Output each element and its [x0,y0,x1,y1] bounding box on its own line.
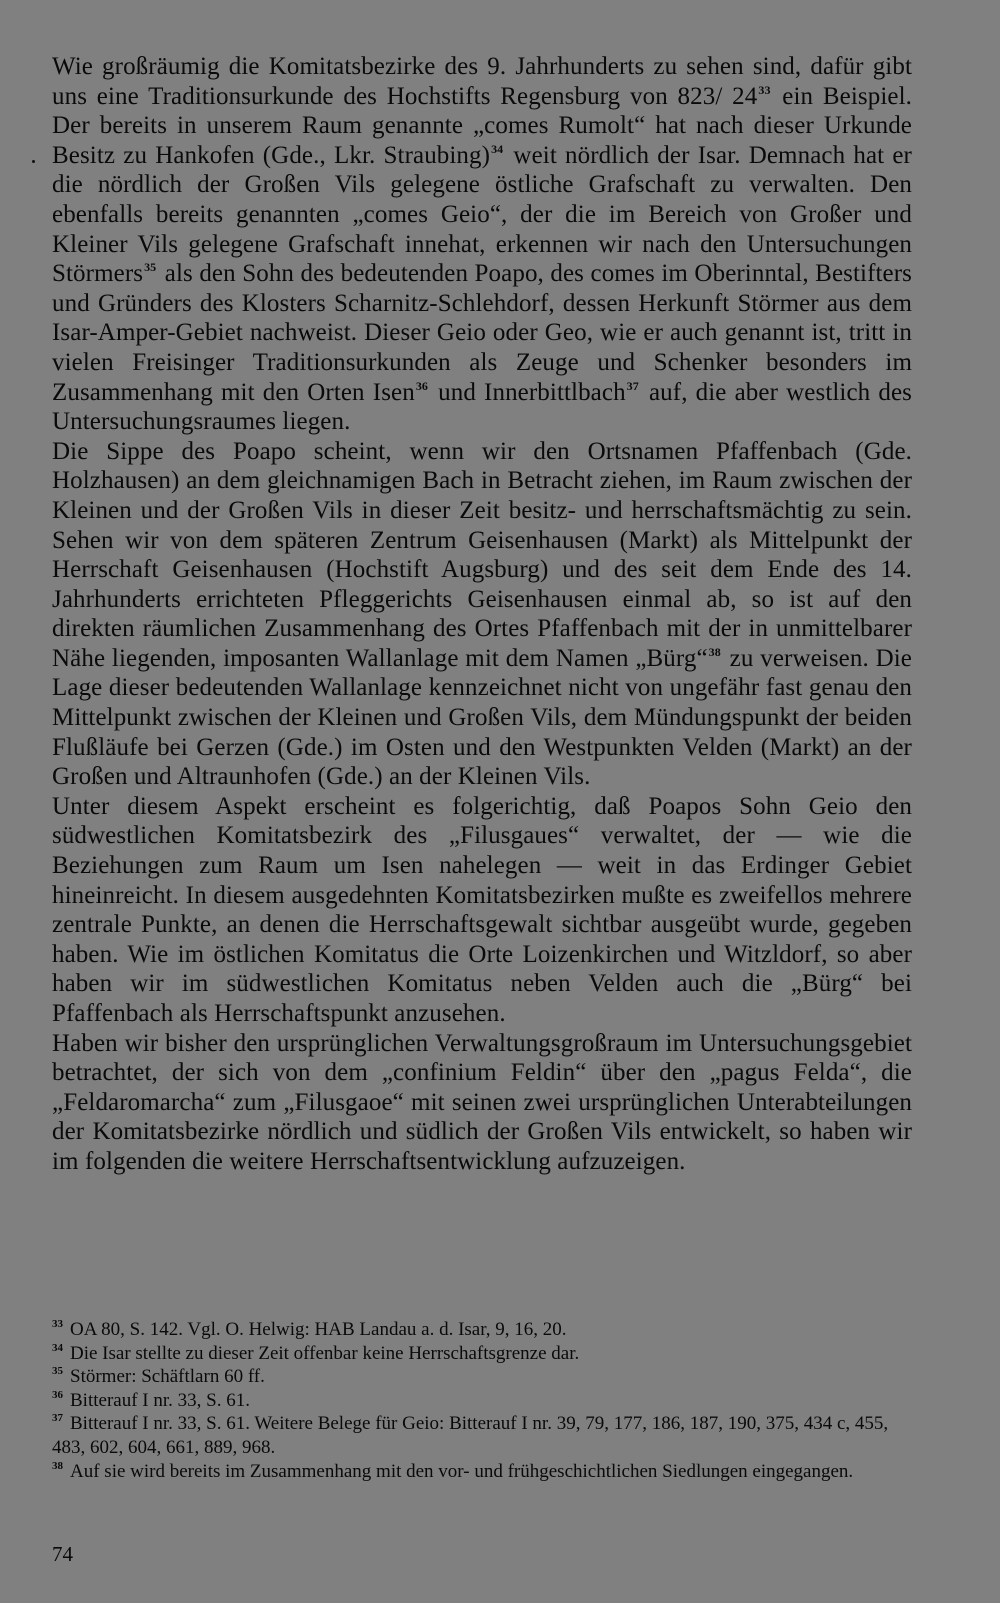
footnote-number: 34 [52,1341,63,1354]
footnote-number: 36 [52,1388,63,1401]
footnote-reference: 37 [626,378,639,393]
footnote-number: 35 [52,1365,63,1378]
footnote [52,1342,912,1366]
paragraph [52,792,912,1029]
text-run: Unter diesem Aspekt erscheint es folgerichtig, daß Poapos Sohn Geio den südwestlichen Komitatsbezirk des „Filusgaues“ verwaltet, der — wie die Beziehungen zum Raum um Isen nahelegen — weit in das Erdinger Gebiet hineinreicht. In diesem ausgedehnten Komitatsbezirken mußte es zweifellos mehrere zentrale Punkte, an denen die Herrschaftsgewalt sichtbar ausgeübt wurde, gegeben haben. Wie im östlichen Komitatus die Orte Loizenkirchen und Witzldorf, so aber haben wir im südwestlichen Komitatus neben Velden auch die „Bürg“ bei Pfaffenbach als Herrschaftspunkt anzusehen. [52,792,912,1027]
text-run: und Innerbittlbach [430,378,626,406]
text-run: weit nördlich der Isar. Demnach hat er die nördlich der Großen Vils gelegene östliche Grafschaft zu verwalten. Den ebenfalls bereits genannten „comes Geio“, der die im Bereich von Großer und Kleiner Vils gelegene Grafschaft innehat, erkennen wir nach den Untersuchungen Störmers [52,141,912,288]
footnote-reference: 34 [491,141,504,156]
paragraph [52,437,912,792]
book-page [52,52,912,1566]
footnotes [52,1318,912,1483]
footnote-reference: 38 [708,644,721,659]
text-run: auf, die aber westlich des Untersuchungsraumes liegen. [52,378,912,436]
footnote-text: Auf sie wird bereits im Zusammenhang mit den vor- und frühgeschichtlichen Siedlungen eingegangen. [70,1460,854,1482]
footnote-text: Störmer: Schäftlarn 60 ff. [70,1366,265,1388]
footnote [52,1389,912,1413]
footnote-number: 38 [52,1459,63,1472]
text-run: Haben wir bisher den ursprünglichen Verwaltungsgroßraum im Untersuchungsgebiet betrachtet, der sich von dem „confinium Feldin“ über den „pagus Felda“, die „Feldaromarcha“ zum „Filusgaoe“ mit seinen zwei ursprünglichen Unterabteilungen der Komitatsbezirke nördlich und südlich der Großen Vils entwickelt, so haben wir im folgenden die weitere Herrschaftsentwicklung aufzuzeigen. [52,1029,912,1175]
text-run: Wie großräumig die Komitatsbezirke des 9. Jahrhunderts zu sehen sind, dafür gibt uns eine Traditionsurkunde des Hochstifts Regensburg von 823/ 24 [52,53,912,110]
footnote-number: 37 [52,1412,63,1425]
footnote-text: OA 80, S. 142. Vgl. O. Helwig: HAB Landau a. d. Isar, 9, 16, 20. [70,1319,567,1340]
footnote-reference: 36 [415,378,429,393]
text-run: ein Beispiel. Der bereits in unserem Raum genannte „comes Rumolt“ hat nach dieser Urkunde Besitz zu Hankofen (Gde., Lkr. Straubing) [52,82,912,169]
footnote [52,1365,912,1389]
footnote-reference: 35 [144,260,157,275]
footnote [52,1318,912,1342]
footnote-text: Die Isar stellte zu dieser Zeit offenbar keine Herrschaftsgrenze dar. [70,1342,580,1364]
paragraph [52,1029,912,1177]
text-run: zu verweisen. Die Lage dieser bedeutenden Wallanlage kennzeichnet nicht von ungefähr fast genau den Mittelpunkt zwischen der Kleinen und Großen Vils, dem Mündungspunkt der beiden Flußläufe bei Gerzen (Gde.) im Osten und den Westpunkten Velden (Markt) an der Großen und Altraunhofen (Gde.) an der Kleinen Vils. [52,644,912,791]
body-text [52,52,912,1177]
text-run: als den Sohn des bedeutenden Poapo, des comes im Oberinntal, Bestifters und Gründers des Klosters Scharnitz-Schlehdorf, dessen Herkunft Störmer aus dem Isar-Amper-Gebiet nachweist. Dieser Geio oder Geo, wie er auch genannt ist, tritt in vielen Freisinger Traditionsurkunden als Zeuge und Schenker besonders im Zusammenhang mit den Orten Isen [52,260,912,406]
margin-speck [32,160,35,163]
footnote-number: 33 [52,1318,63,1330]
footnote [52,1460,912,1484]
footnote-reference: 33 [758,82,771,97]
footnote-text: Bitterauf I nr. 33, S. 61. [70,1389,250,1411]
footnote-text: Bitterauf I nr. 33, S. 61. Weitere Belege für Geio: Bitterauf I nr. 39, 79, 177, 186, 187, 190, 375, 434 c, 455, 483, 602, 604, 661, 889, 968. [52,1413,889,1458]
footnote [52,1412,912,1459]
paragraph [52,52,912,437]
text-run: Die Sippe des Poapo scheint, wenn wir den Ortsnamen Pfaffenbach (Gde. Holzhausen) an dem gleichnamigen Bach in Betracht ziehen, im Raum zwischen der Kleinen und der Großen Vils in dieser Zeit besitz- und herrschaftsmächtig zu sein. Sehen wir von dem späteren Zentrum Geisenhausen (Markt) als Mittelpunkt der Herrschaft Geisenhausen (Hochstift Augsburg) und des seit dem Ende des 14. Jahrhunderts errichteten Pfleggerichts Geisenhausen einmal ab, so ist auf den direkten räumlichen Zusammenhang des Ortes Pfaffenbach mit der in unmittelbarer Nähe liegenden, imposanten Wallanlage mit dem Namen „Bürg“ [52,437,912,672]
page-number: 74 [52,1542,73,1566]
